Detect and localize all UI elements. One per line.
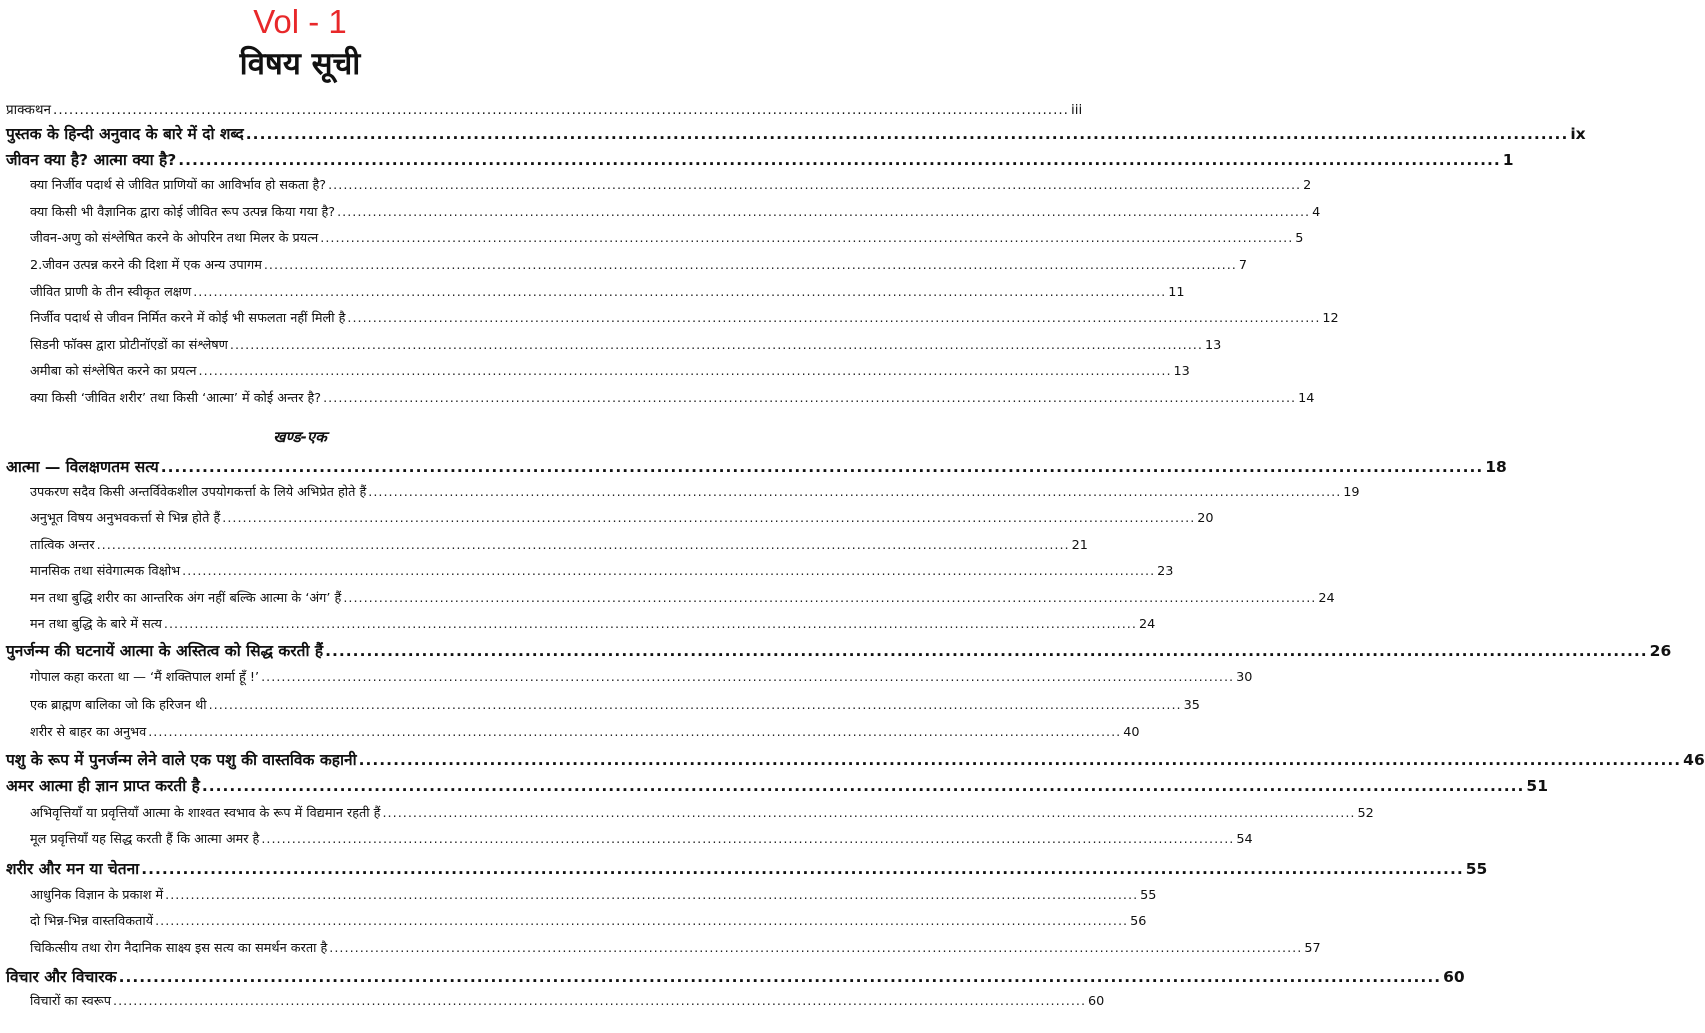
toc-chapter-entry <box>6 98 1083 122</box>
dot-leader <box>325 639 1648 663</box>
toc-page-number: 24 <box>1318 591 1335 606</box>
toc-entry-title: मूल प्रवृत्तियाँ यह सिद्ध करती हैं कि आत्मा अमर है <box>30 832 260 847</box>
toc-page-number: 57 <box>1304 941 1321 956</box>
toc-page-number: 11 <box>1168 285 1185 300</box>
toc-page-number: 14 <box>1298 391 1315 406</box>
toc-entry-title: निर्जीव पदार्थ से जीवन निर्मित करने में कोई भी सफलता नहीं मिली है <box>30 311 346 326</box>
toc-page-number: 54 <box>1236 832 1253 847</box>
toc-subentry <box>30 829 1253 851</box>
toc-subentry <box>30 535 1088 557</box>
toc-subentry <box>30 991 1105 1013</box>
toc-page-number: 13 <box>1173 364 1190 379</box>
toc-entry-title: पुस्तक के हिन्दी अनुवाद के बारे में दो शब्द <box>6 125 244 143</box>
toc-entry-title: मन तथा बुद्धि शरीर का आन्तरिक अंग नहीं बल्कि आत्मा के ‘अंग’ हैं <box>30 591 342 606</box>
toc-page-number: 2 <box>1303 178 1312 193</box>
dot-leader <box>209 695 1182 717</box>
toc-page-number: 26 <box>1649 642 1672 660</box>
toc-page-number: 60 <box>1443 968 1465 986</box>
toc-subentry <box>30 722 1140 744</box>
dot-leader <box>202 774 1525 798</box>
toc-page-number: 51 <box>1526 777 1548 795</box>
toc-entry-title: एक ब्राह्मण बालिका जो कि हरिजन थी <box>30 698 207 713</box>
toc-entry-title: अनुभूत विषय अनुभवकर्त्ता से भिन्न होते हैं <box>30 511 221 526</box>
volume-label: Vol - 1 <box>253 3 347 40</box>
toc-page-number: 12 <box>1322 311 1339 326</box>
dot-leader <box>193 282 1166 304</box>
toc-entry-title: क्या किसी भी वैज्ञानिक द्वारा कोई जीवित रूप उत्पन्न किया गया है? <box>30 205 336 220</box>
toc-page-number: 13 <box>1204 338 1222 353</box>
toc-page-number: 56 <box>1130 914 1147 929</box>
toc-entry-title: आत्मा — विलक्षणतम सत्य <box>6 458 159 476</box>
toc-subentry <box>30 588 1335 610</box>
toc-page-number: ix <box>1570 125 1586 143</box>
toc-page-number: 5 <box>1295 231 1304 246</box>
toc-entry-title: आधुनिक विज्ञान के प्रकाश में <box>30 888 164 903</box>
dot-leader <box>141 857 1464 881</box>
toc-subentry <box>30 803 1374 825</box>
dot-leader <box>222 508 1195 530</box>
toc-chapter-entry <box>6 774 1548 798</box>
toc-subentry <box>30 667 1253 689</box>
toc-subentry <box>30 561 1174 583</box>
toc-entry-title: दो भिन्न-भिन्न वास्तविकतायें <box>30 914 154 929</box>
dot-leader <box>359 748 1682 772</box>
toc-entry-title: उपकरण सदैव किसी अन्तर्विवेकशील उपयोगकर्त्ता के लिये अभिप्रेत होते हैं <box>30 485 367 500</box>
toc-entry-title: 2.जीवन उत्पन्न करने की दिशा में एक अन्य उपागम <box>30 258 262 273</box>
dot-leader <box>113 991 1086 1013</box>
toc-entry-title: शरीर से बाहर का अनुभव <box>30 725 147 740</box>
toc-page-number: 30 <box>1236 670 1253 685</box>
toc-chapter-entry <box>6 455 1507 479</box>
dot-leader <box>323 388 1296 410</box>
dot-leader <box>178 148 1501 172</box>
toc-page-number: 1 <box>1502 151 1514 169</box>
toc-entry-title: क्या किसी ‘जीवित शरीर’ तथा किसी ‘आत्मा’ में कोई अन्तर है? <box>30 391 322 406</box>
dot-leader <box>261 829 1234 851</box>
toc-entry-title: प्राक्कथन <box>6 102 52 118</box>
toc-page-number: iii <box>1070 102 1083 118</box>
toc-page-number: 18 <box>1485 458 1507 476</box>
toc-page-number: 4 <box>1312 205 1321 220</box>
toc-chapter-entry <box>6 748 1705 772</box>
toc-entry-title: शरीर और मन या चेतना <box>6 860 140 878</box>
toc-subentry <box>30 175 1312 197</box>
dot-leader <box>368 482 1341 504</box>
dot-leader <box>264 255 1237 277</box>
toc-entry-title: विचार और विचारक <box>6 968 117 986</box>
dot-leader <box>337 202 1310 224</box>
dot-leader <box>261 667 1234 689</box>
dot-leader <box>164 614 1137 636</box>
dot-leader <box>329 938 1302 960</box>
toc-subentry <box>30 308 1339 330</box>
dot-leader <box>328 175 1301 197</box>
toc-subentry <box>30 335 1222 357</box>
toc-entry-title: जीवन-अणु को संश्लेषित करने के ओपरिन तथा मिलर के प्रयत्न <box>30 231 319 246</box>
toc-chapter-entry <box>6 965 1465 989</box>
toc-subentry <box>30 388 1315 410</box>
toc-entry-title: अमीबा को संश्लेषित करने का प्रयत्न <box>30 364 197 379</box>
dot-leader <box>246 122 1569 146</box>
toc-entry-title: जीवन क्या है? आत्मा क्या है? <box>6 151 177 169</box>
toc-page-number: 55 <box>1465 860 1488 878</box>
dot-leader <box>148 722 1121 744</box>
toc-chapter-entry <box>6 857 1488 881</box>
toc-entry-title: अमर आत्मा ही ज्ञान प्राप्त करती है <box>6 777 200 795</box>
dot-leader <box>97 535 1070 557</box>
toc-subentry <box>30 361 1190 383</box>
dot-leader <box>53 98 1069 122</box>
toc-subentry <box>30 938 1321 960</box>
toc-chapter-entry <box>6 639 1672 663</box>
toc-entry-title: तात्विक अन्तर <box>30 538 95 553</box>
dot-leader <box>119 965 1442 989</box>
toc-page-number: 7 <box>1238 258 1248 273</box>
toc-entry-title: पशु के रूप में पुनर्जन्म लेने वाले एक पशु की वास्तविक कहानी <box>6 751 357 769</box>
toc-subentry <box>30 282 1185 304</box>
dot-leader <box>199 361 1172 383</box>
dot-leader <box>320 228 1293 250</box>
toc-entry-title: गोपाल कहा करता था — ‘मैं शक्तिपाल शर्मा हूँ !’ <box>30 670 260 685</box>
toc-page-number: 40 <box>1123 725 1140 740</box>
toc-entry-title: क्या निर्जीव पदार्थ से जीवित प्राणियों का आविर्भाव हो सकता है? <box>30 178 327 193</box>
toc-subentry <box>30 508 1214 530</box>
toc-page-number: 46 <box>1683 751 1705 769</box>
toc-entry-title: अभिवृत्तियाँ या प्रवृत्तियाँ आत्मा के शाश्वत स्वभाव के रूप में विद्यमान रहती हैं <box>30 806 381 821</box>
dot-leader <box>347 308 1320 330</box>
page-title: विषय सूची <box>239 46 361 82</box>
toc-page-number: 60 <box>1088 994 1105 1009</box>
toc-subentry <box>30 614 1156 636</box>
dot-leader <box>230 335 1203 357</box>
toc-page-number: 21 <box>1071 538 1088 553</box>
toc-chapter-entry <box>6 148 1514 172</box>
toc-entry-title: जीवित प्राणी के तीन स्वीकृत लक्षण <box>30 285 192 300</box>
toc-subentry <box>30 202 1321 224</box>
toc-subentry <box>30 255 1248 277</box>
toc-page-number: 20 <box>1197 511 1214 526</box>
toc-page-number: 52 <box>1357 806 1374 821</box>
toc-subentry <box>30 695 1200 717</box>
toc-entry-title: चिकित्सीय तथा रोग नैदानिक साक्ष्य इस सत्य का समर्थन करता है <box>30 941 328 956</box>
toc-entry-title: मानसिक तथा संवेगात्मक विक्षोभ <box>30 564 181 579</box>
toc-page-number: 23 <box>1157 564 1174 579</box>
toc-subentry <box>30 885 1157 907</box>
toc-page-number: 55 <box>1140 888 1157 903</box>
toc-subentry <box>30 911 1147 933</box>
toc-page-number: 19 <box>1343 485 1360 500</box>
dot-leader <box>155 911 1128 933</box>
toc-subentry <box>30 482 1360 504</box>
dot-leader <box>382 803 1355 825</box>
toc-page-number: 24 <box>1138 617 1156 632</box>
section-heading: खण्ड-एक <box>273 428 327 446</box>
dot-leader <box>182 561 1155 583</box>
dot-leader <box>343 588 1316 610</box>
toc-entry-title: पुनर्जन्म की घटनायें आत्मा के अस्तित्व को सिद्ध करती हैं <box>6 642 324 660</box>
toc-entry-title: विचारों का स्वरूप <box>30 994 112 1009</box>
toc-entry-title: सिडनी फॉक्स द्वारा प्रोटीनॉएडों का संश्लेषण <box>30 338 228 353</box>
toc-chapter-entry <box>6 122 1586 146</box>
toc-subentry <box>30 228 1304 250</box>
toc-page-number: 35 <box>1183 698 1200 713</box>
dot-leader <box>165 885 1138 907</box>
dot-leader <box>161 455 1484 479</box>
toc-entry-title: मन तथा बुद्धि के बारे में सत्य <box>30 617 162 632</box>
